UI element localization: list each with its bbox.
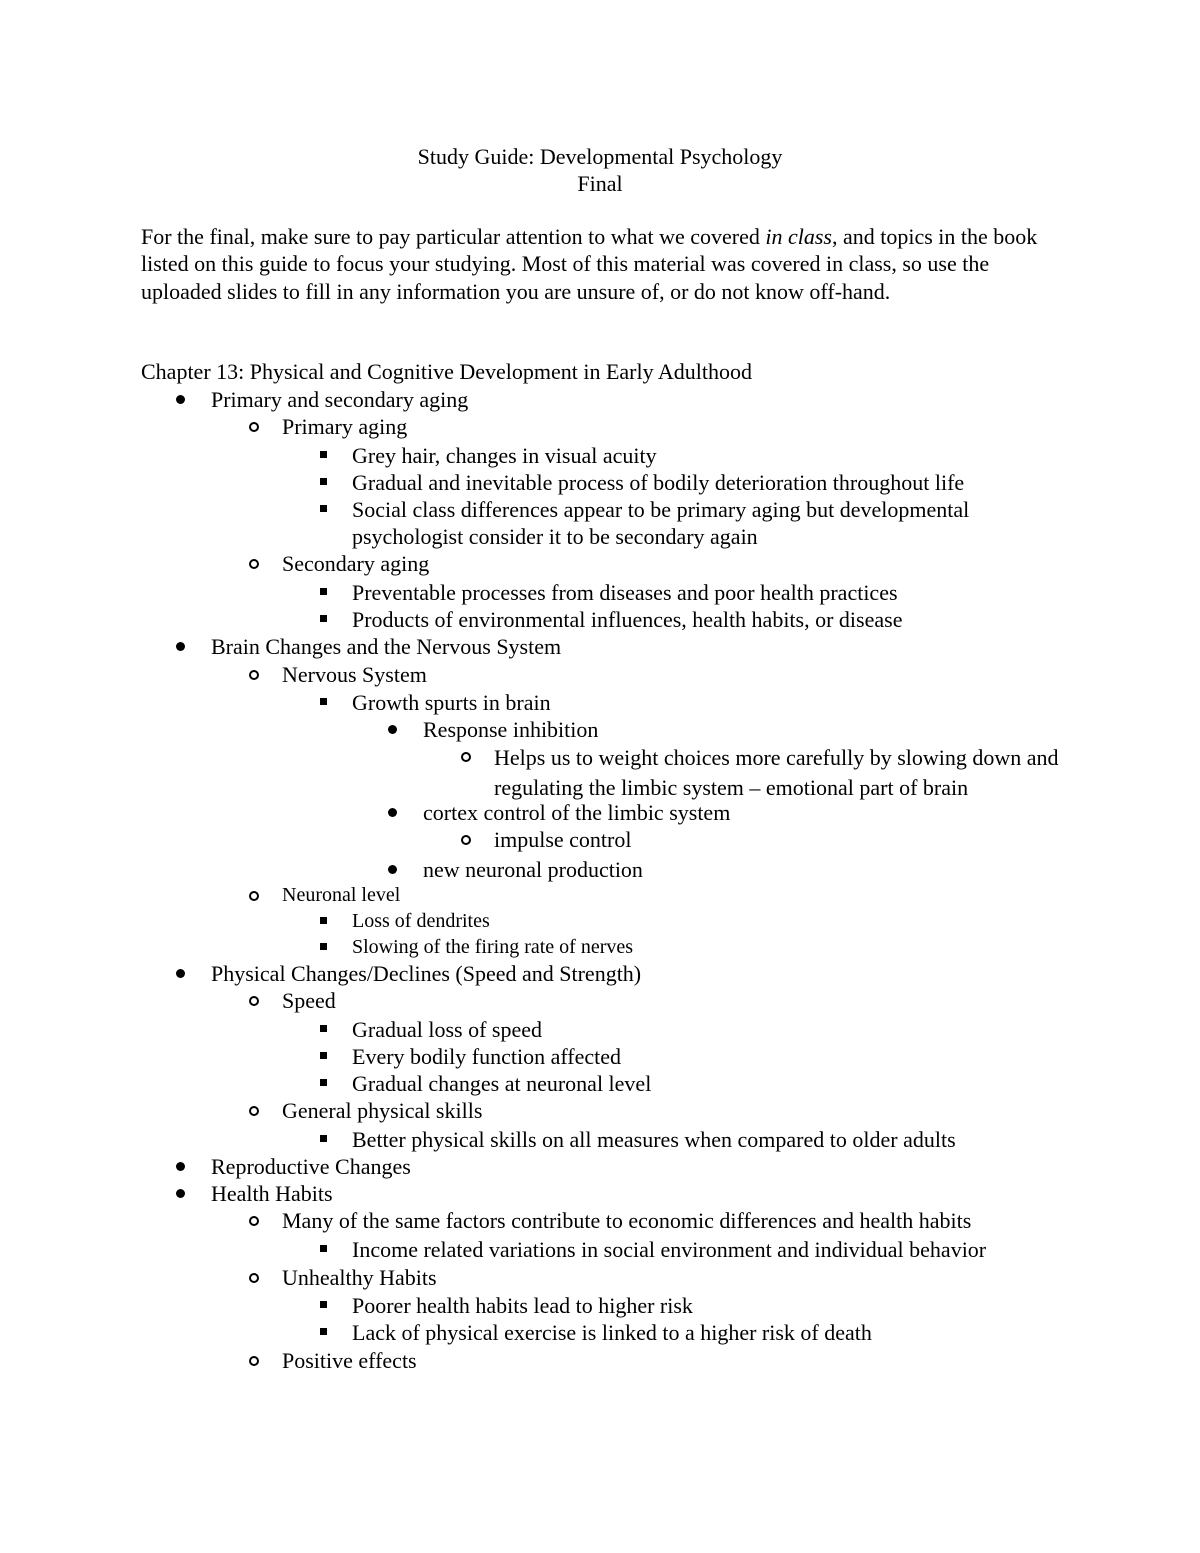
outline-item-l3: Lack of physical exercise is linked to a higher risk of death	[352, 1320, 872, 1345]
outline-item-l1: Physical Changes/Declines (Speed and Strength)	[211, 961, 642, 986]
bullet-square-icon	[320, 917, 327, 924]
intro-text-start: For the final, make sure to pay particular attention to what we covered	[141, 224, 766, 249]
bullet-square-icon	[320, 1245, 327, 1252]
bullet-circle-icon	[249, 891, 259, 901]
bullet-square-icon	[320, 1301, 327, 1308]
bullet-circle-icon	[249, 1216, 259, 1226]
bullet-square-icon	[320, 451, 327, 458]
bullet-disc-icon	[176, 395, 185, 404]
outline-item-l3: Gradual changes at neuronal level	[352, 1071, 652, 1096]
bullet-circle-icon	[461, 752, 471, 762]
bullet-square-icon	[320, 1025, 327, 1032]
bullet-square-icon	[320, 505, 327, 512]
outline-item-l3: Gradual loss of speed	[352, 1017, 543, 1042]
outline-item-l2: General physical skills	[282, 1098, 483, 1123]
outline-item-l2: Primary aging	[282, 414, 408, 439]
outline-item-l2: Speed	[282, 988, 336, 1013]
intro-italic-text: in class	[765, 224, 832, 249]
outline-item-l3: Products of environmental influences, health habits, or disease	[352, 607, 903, 632]
outline-item-l2: Positive effects	[282, 1348, 417, 1373]
bullet-square-icon	[320, 478, 327, 485]
bullet-disc-icon	[388, 725, 397, 734]
bullet-square-icon	[320, 615, 327, 622]
outline-item-l3: Poorer health habits lead to higher risk	[352, 1293, 693, 1318]
outline-item-l4: new neuronal production	[423, 857, 643, 882]
outline-item-l2: Unhealthy Habits	[282, 1265, 437, 1290]
outline-item-l3: Social class differences appear to be primary aging but developmental psychologist consider it to be secondary again	[352, 497, 970, 549]
outline-item-l3: Preventable processes from diseases and poor health practices	[352, 580, 898, 605]
outline-item-l4: cortex control of the limbic system	[423, 800, 731, 825]
outline-item-l1: Brain Changes and the Nervous System	[211, 634, 562, 659]
outline-item-l3: Slowing of the firing rate of nerves	[352, 936, 634, 958]
bullet-circle-icon	[249, 1106, 259, 1116]
outline-item-l5: Helps us to weight choices more carefully by slowing down and regulating the limbic system – emotional part of brain	[494, 745, 1059, 800]
bullet-disc-icon	[388, 865, 397, 874]
document-subtitle: Final	[577, 171, 623, 196]
chapter-heading: Chapter 13: Physical and Cognitive Development in Early Adulthood	[141, 359, 753, 384]
bullet-circle-icon	[249, 996, 259, 1006]
bullet-square-icon	[320, 588, 327, 595]
intro-paragraph	[141, 223, 1061, 305]
bullet-square-icon	[320, 1135, 327, 1142]
outline-item-l2: Neuronal level	[282, 884, 401, 906]
document-title: Study Guide: Developmental Psychology	[417, 144, 783, 169]
outline-item-l5: impulse control	[494, 827, 632, 852]
outline-item-l1: Primary and secondary aging	[211, 387, 469, 412]
bullet-disc-icon	[176, 1162, 185, 1171]
outline-item-l3: Grey hair, changes in visual acuity	[352, 443, 657, 468]
bullet-circle-icon	[249, 1273, 259, 1283]
bullet-disc-icon	[176, 969, 185, 978]
outline-item-l3: Gradual and inevitable process of bodily deterioration throughout life	[352, 470, 965, 495]
bullet-square-icon	[320, 1052, 327, 1059]
bullet-circle-icon	[249, 1356, 259, 1366]
bullet-circle-icon	[249, 670, 259, 680]
outline-item-l3: Every bodily function affected	[352, 1044, 621, 1069]
outline-item-l1: Health Habits	[211, 1181, 333, 1206]
bullet-disc-icon	[388, 808, 397, 817]
outline-item-l2: Nervous System	[282, 662, 427, 687]
outline-item-l2: Many of the same factors contribute to economic differences and health habits	[282, 1208, 972, 1233]
outline-item-l2: Secondary aging	[282, 551, 430, 576]
outline-item-l1: Reproductive Changes	[211, 1154, 411, 1179]
outline-item-l3: Loss of dendrites	[352, 910, 490, 932]
bullet-circle-icon	[249, 559, 259, 569]
bullet-square-icon	[320, 943, 327, 950]
outline-item-l3: Better physical skills on all measures when compared to older adults	[352, 1127, 956, 1152]
bullet-disc-icon	[176, 642, 185, 651]
intro-text-end: , and topics in the book listed on this guide to focus your studying. Most of this material was covered in class, so use the uploaded slides to fill in any information you are unsure of, or do not know off-hand.	[141, 224, 1038, 304]
bullet-square-icon	[320, 1328, 327, 1335]
bullet-circle-icon	[249, 422, 259, 432]
bullet-circle-icon	[461, 835, 471, 845]
bullet-disc-icon	[176, 1189, 185, 1198]
outline-item-l3: Income related variations in social environment and individual behavior	[352, 1237, 987, 1262]
outline-item-l4: Response inhibition	[423, 717, 599, 742]
bullet-square-icon	[320, 698, 327, 705]
outline-item-l3: Growth spurts in brain	[352, 690, 551, 715]
bullet-square-icon	[320, 1079, 327, 1086]
